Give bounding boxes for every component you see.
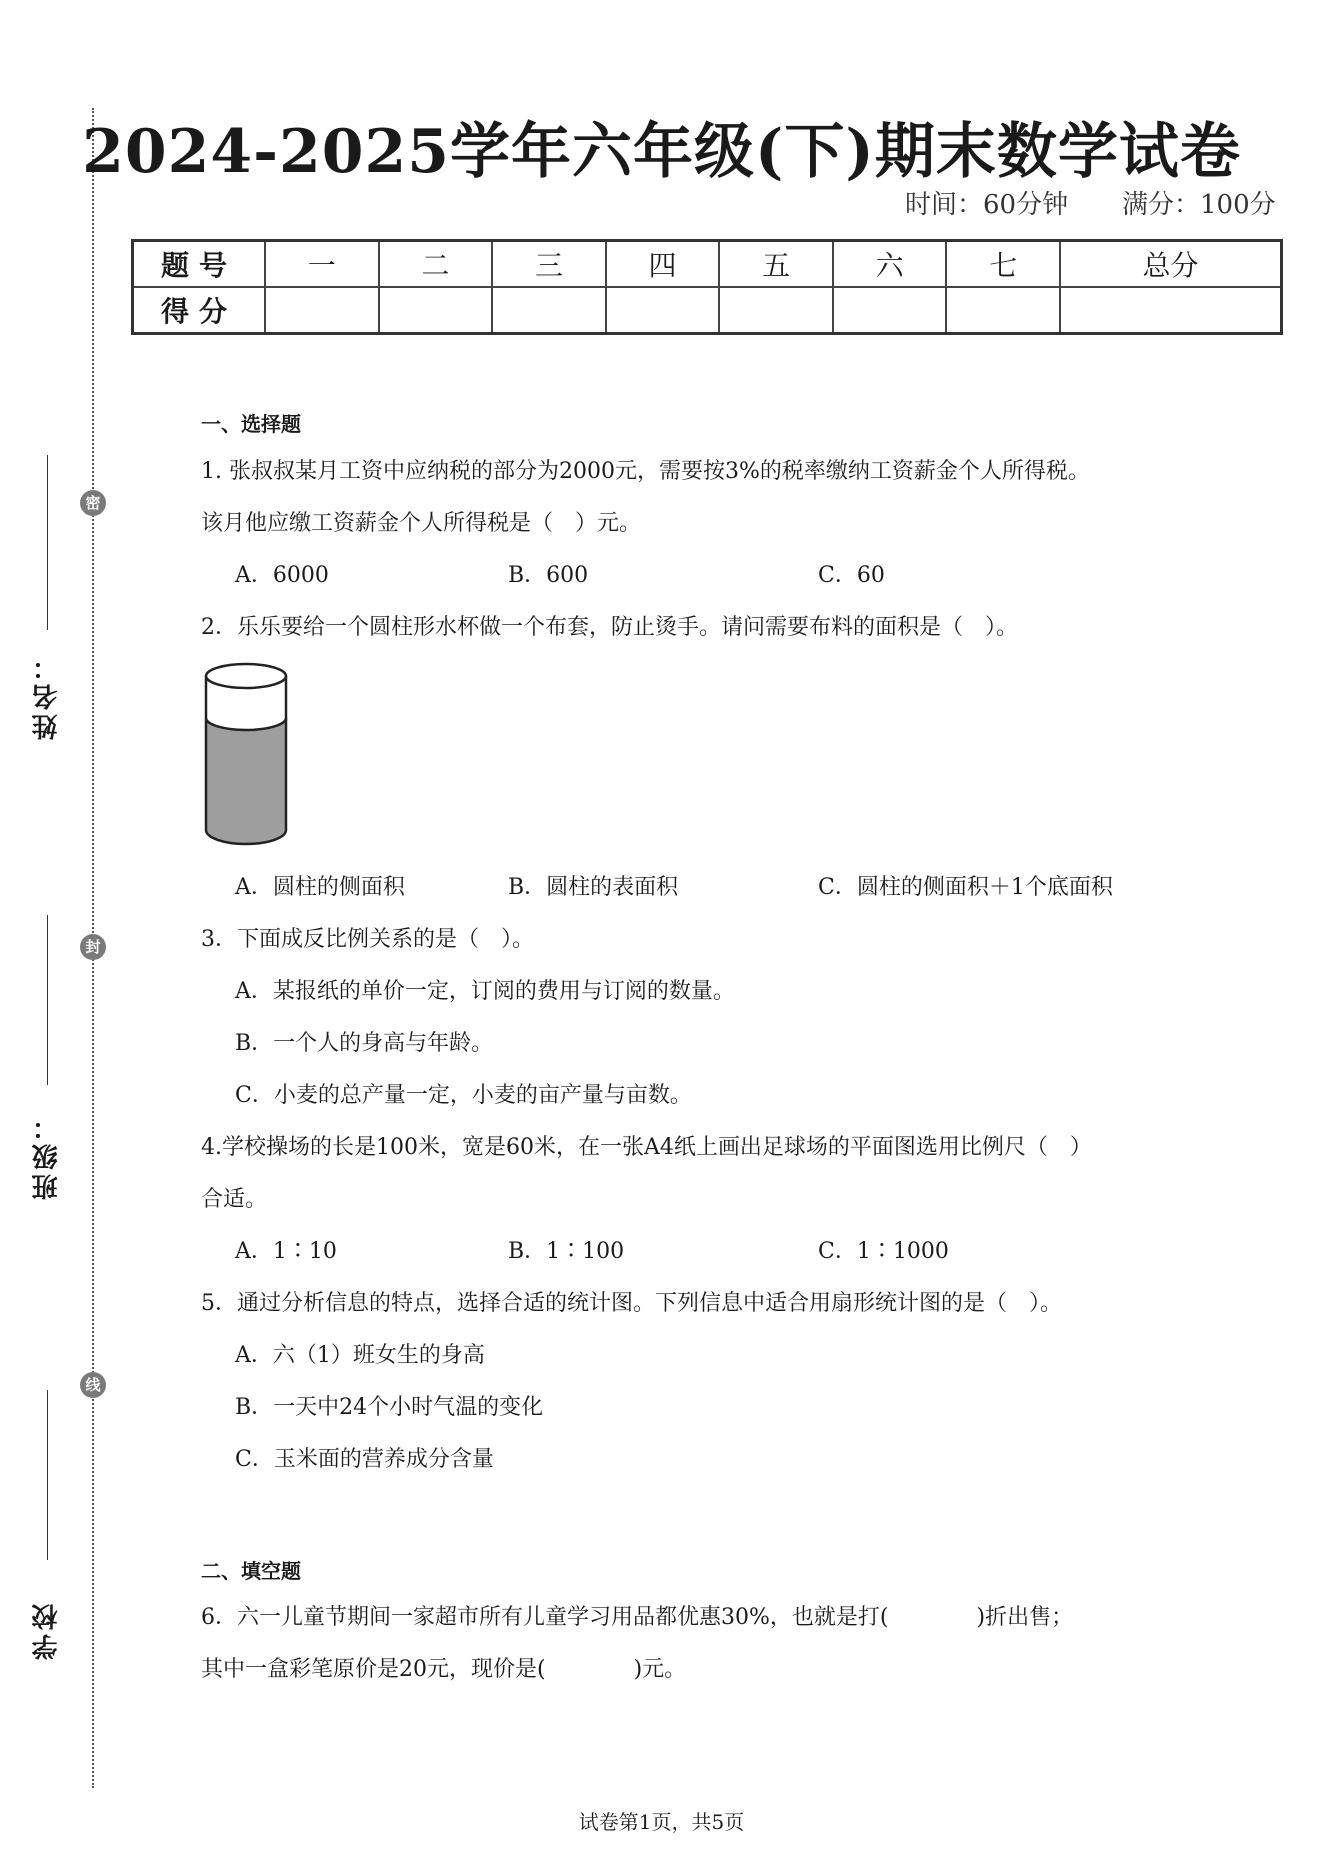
q3-option-a[interactable]: A．某报纸的单价一定，订阅的费用与订阅的数量。 <box>235 979 735 1004</box>
page-footer: 试卷第1页，共5页 <box>578 1810 745 1834</box>
q5-option-a[interactable]: A．六（1）班女生的身高 <box>235 1343 485 1368</box>
cup-rim <box>206 664 286 688</box>
school-blank-line[interactable] <box>47 1390 48 1560</box>
exam-time: 时间：60分钟 <box>905 190 1069 220</box>
q1-option-a[interactable]: A．6000 <box>235 563 329 588</box>
seal-feng: 封 <box>80 934 106 960</box>
score-table <box>131 239 1283 335</box>
score-cell[interactable] <box>1060 287 1281 334</box>
q2-option-a[interactable]: A．圆柱的侧面积 <box>235 875 405 900</box>
q3-line1: 3．下面成反比例关系的是（ ）。 <box>201 927 534 952</box>
score-table-header-row <box>133 241 1282 288</box>
score-cell[interactable] <box>946 287 1060 334</box>
score-cell[interactable] <box>265 287 379 334</box>
section-choice-heading: 一、选择题 <box>201 412 301 436</box>
school-label: 学校 <box>32 1600 62 1660</box>
score-cell[interactable] <box>379 287 493 334</box>
q1-line1: 1. 张叔叔某月工资中应纳税的部分为2000元，需要按3%的税率缴纳工资薪金个人所得税。 <box>201 459 1090 484</box>
q1-line2: 该月他应缴工资薪金个人所得税是（ ）元。 <box>201 511 642 536</box>
q5-option-b[interactable]: B．一天中24个小时气温的变化 <box>235 1395 544 1420</box>
q6-line1: 6．六一儿童节期间一家超市所有儿童学习用品都优惠30%，也就是打( )折出售； <box>201 1605 1074 1630</box>
col-5: 五 <box>719 241 833 288</box>
col-7: 七 <box>946 241 1060 288</box>
q4-option-a[interactable]: A．1∶10 <box>235 1239 337 1264</box>
class-label: 班级： <box>32 1110 62 1200</box>
q3-option-c[interactable]: C．小麦的总产量一定，小麦的亩产量与亩数。 <box>235 1083 692 1108</box>
q2-option-c[interactable]: C．圆柱的侧面积＋1个底面积 <box>818 875 1113 900</box>
exam-full-score: 满分：100分 <box>1122 190 1276 220</box>
name-blank-line[interactable] <box>47 455 48 630</box>
q4-option-b[interactable]: B．1∶100 <box>508 1239 625 1264</box>
section-fill-heading: 二、填空题 <box>201 1559 301 1583</box>
q1-option-b[interactable]: B．600 <box>508 563 589 588</box>
col-1: 一 <box>265 241 379 288</box>
q5-option-c[interactable]: C．玉米面的营养成分含量 <box>235 1447 494 1472</box>
col-6: 六 <box>833 241 947 288</box>
seal-mi: 密 <box>80 490 106 516</box>
col-3: 三 <box>492 241 606 288</box>
q5-line1: 5．通过分析信息的特点，选择合适的统计图。下列信息中适合用扇形统计图的是（ ）。 <box>201 1291 1063 1316</box>
q1-option-c[interactable]: C．60 <box>818 563 885 588</box>
score-cell[interactable] <box>833 287 947 334</box>
q4-line2: 合适。 <box>201 1187 268 1212</box>
exam-title: 2024-2025学年六年级(下)期末数学试卷 <box>82 117 1241 187</box>
score-cell[interactable] <box>606 287 720 334</box>
class-blank-line[interactable] <box>47 915 48 1085</box>
name-label: 姓名： <box>32 650 62 740</box>
score-label-cell: 得分 <box>133 287 266 334</box>
q2-option-b[interactable]: B．圆柱的表面积 <box>508 875 679 900</box>
col-4: 四 <box>606 241 720 288</box>
score-cell[interactable] <box>719 287 833 334</box>
col-2: 二 <box>379 241 493 288</box>
header-label-cell: 题号 <box>133 241 266 288</box>
q2-line1: 2．乐乐要给一个圆柱形水杯做一个布套，防止烫手。请问需要布料的面积是（ ）。 <box>201 615 1018 640</box>
score-cell[interactable] <box>492 287 606 334</box>
q3-option-b[interactable]: B．一个人的身高与年龄。 <box>235 1031 494 1056</box>
q4-option-c[interactable]: C．1∶1000 <box>818 1239 949 1264</box>
q4-line1: 4.学校操场的长是100米，宽是60米，在一张A4纸上画出足球场的平面图选用比例尺（ ） <box>201 1135 1092 1160</box>
cylinder-cup-figure <box>203 662 289 848</box>
col-total: 总分 <box>1060 241 1281 288</box>
score-table-score-row <box>133 287 1282 334</box>
q6-line2: 其中一盒彩笔原价是20元，现价是( )元。 <box>201 1657 687 1682</box>
seal-xian: 线 <box>80 1372 106 1398</box>
